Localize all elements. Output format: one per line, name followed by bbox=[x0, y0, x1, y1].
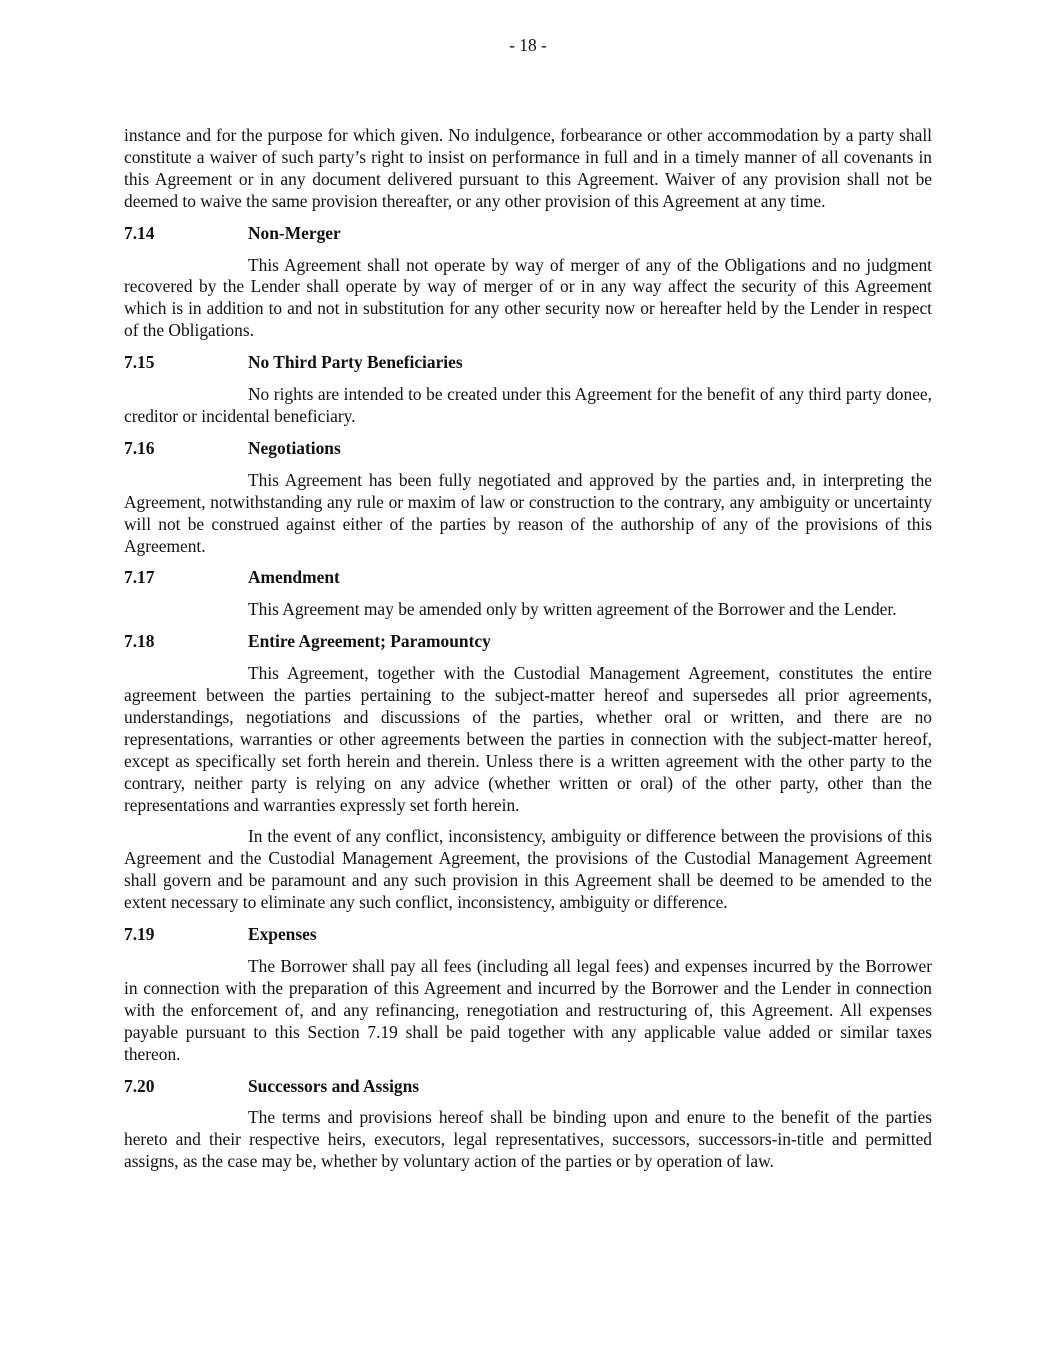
section-number: 7.15 bbox=[124, 352, 155, 373]
section-heading bbox=[124, 352, 932, 374]
document-body bbox=[124, 125, 932, 1183]
section-title: Negotiations bbox=[248, 437, 341, 458]
section-number: 7.14 bbox=[124, 222, 155, 243]
section-paragraph: The terms and provisions hereof shall be binding upon and enure to the benefit of the parties hereto and their respective heirs, executors, legal representatives, successors, successors-in-title and permitted assigns, as the case may be, whether by voluntary action of the parties or by operation of law. bbox=[124, 1107, 932, 1172]
section-paragraph: The Borrower shall pay all fees (including all legal fees) and expenses incurred by the Borrower in connection with the preparation of this Agreement and incurred by the Borrower and the Lender in connection with the enforcement of, and any refinancing, renegotiation and restructuring of, this Agreement. All expenses payable pursuant to this Section 7.19 shall be paid together with any applicable value added or similar taxes thereon. bbox=[124, 956, 932, 1064]
section-title: Expenses bbox=[248, 924, 317, 945]
section-title: Non-Merger bbox=[248, 222, 341, 243]
section-7-20 bbox=[124, 1076, 932, 1174]
section-heading bbox=[124, 631, 932, 653]
section-number: 7.19 bbox=[124, 924, 155, 945]
section-heading bbox=[124, 567, 932, 589]
section-title: No Third Party Beneficiaries bbox=[248, 352, 463, 373]
section-number: 7.17 bbox=[124, 567, 155, 588]
section-7-14 bbox=[124, 223, 932, 343]
section-number: 7.20 bbox=[124, 1075, 155, 1096]
section-paragraph: This Agreement shall not operate by way of merger of any of the Obligations and no judgment recovered by the Lender shall operate by way of merger of or in any way affect the security of this Agreement which is in addition to and not in substitution for any other security now or hereafter held by the Lender in respect of the Obligations. bbox=[124, 254, 932, 341]
section-7-15 bbox=[124, 352, 932, 428]
section-paragraph: This Agreement, together with the Custodial Management Agreement, constitutes the entire agreement between the parties pertaining to the subject-matter hereof and supersedes all prior agreements, understandings, negotiations and discussions of the parties, whether oral or written, and there are no representations, warranties or other agreements between the parties in connection with the subject-matter hereof, except as specifically set forth herein and therein. Unless there is a written agreement with the other party to the contrary, neither party is relying on any advice (whether written or oral) of the other party, other than the representations and warranties expressly set forth herein. bbox=[124, 663, 932, 815]
section-paragraph: This Agreement may be amended only by written agreement of the Borrower and the Lender. bbox=[248, 599, 897, 620]
section-7-16 bbox=[124, 438, 932, 558]
intro-paragraph: instance and for the purpose for which given. No indulgence, forbearance or other accommodation by a party shall constitute a waiver of such party’s right to insist on performance in full and in a timely manner of all covenants in this Agreement or in any document delivered pursuant to this Agreement. Waiver of any provision shall not be deemed to waive the same provision thereafter, or any other provision of this Agreement at any time. bbox=[124, 125, 932, 211]
section-7-18 bbox=[124, 631, 932, 914]
section-number: 7.16 bbox=[124, 437, 155, 458]
section-heading bbox=[124, 438, 932, 460]
section-7-17 bbox=[124, 567, 932, 621]
section-title: Amendment bbox=[248, 567, 340, 588]
section-7-19 bbox=[124, 924, 932, 1065]
section-heading bbox=[124, 1076, 932, 1098]
section-paragraph: In the event of any conflict, inconsistency, ambiguity or difference between the provisions of this Agreement and the Custodial Management Agreement, the provisions of the Custodial Management Agreement shall govern and be paramount and any such provision in this Agreement shall be deemed to be amended to the extent necessary to eliminate any such conflict, inconsistency, ambiguity or difference. bbox=[124, 826, 932, 913]
section-number: 7.18 bbox=[124, 631, 155, 652]
section-title: Entire Agreement; Paramountcy bbox=[248, 631, 491, 652]
page-number: - 18 - bbox=[509, 35, 547, 55]
section-heading bbox=[124, 223, 932, 245]
section-title: Successors and Assigns bbox=[248, 1075, 420, 1096]
section-heading bbox=[124, 924, 932, 946]
section-paragraph: No rights are intended to be created under this Agreement for the benefit of any third party donee, creditor or incidental beneficiary. bbox=[124, 384, 932, 426]
section-paragraph: This Agreement has been fully negotiated and approved by the parties and, in interpreting the Agreement, notwithstanding any rule or maxim of law or construction to the contrary, any ambiguity or uncertainty will not be construed against either of the parties by reason of the authorship of any of the provisions of this Agreement. bbox=[124, 469, 932, 556]
